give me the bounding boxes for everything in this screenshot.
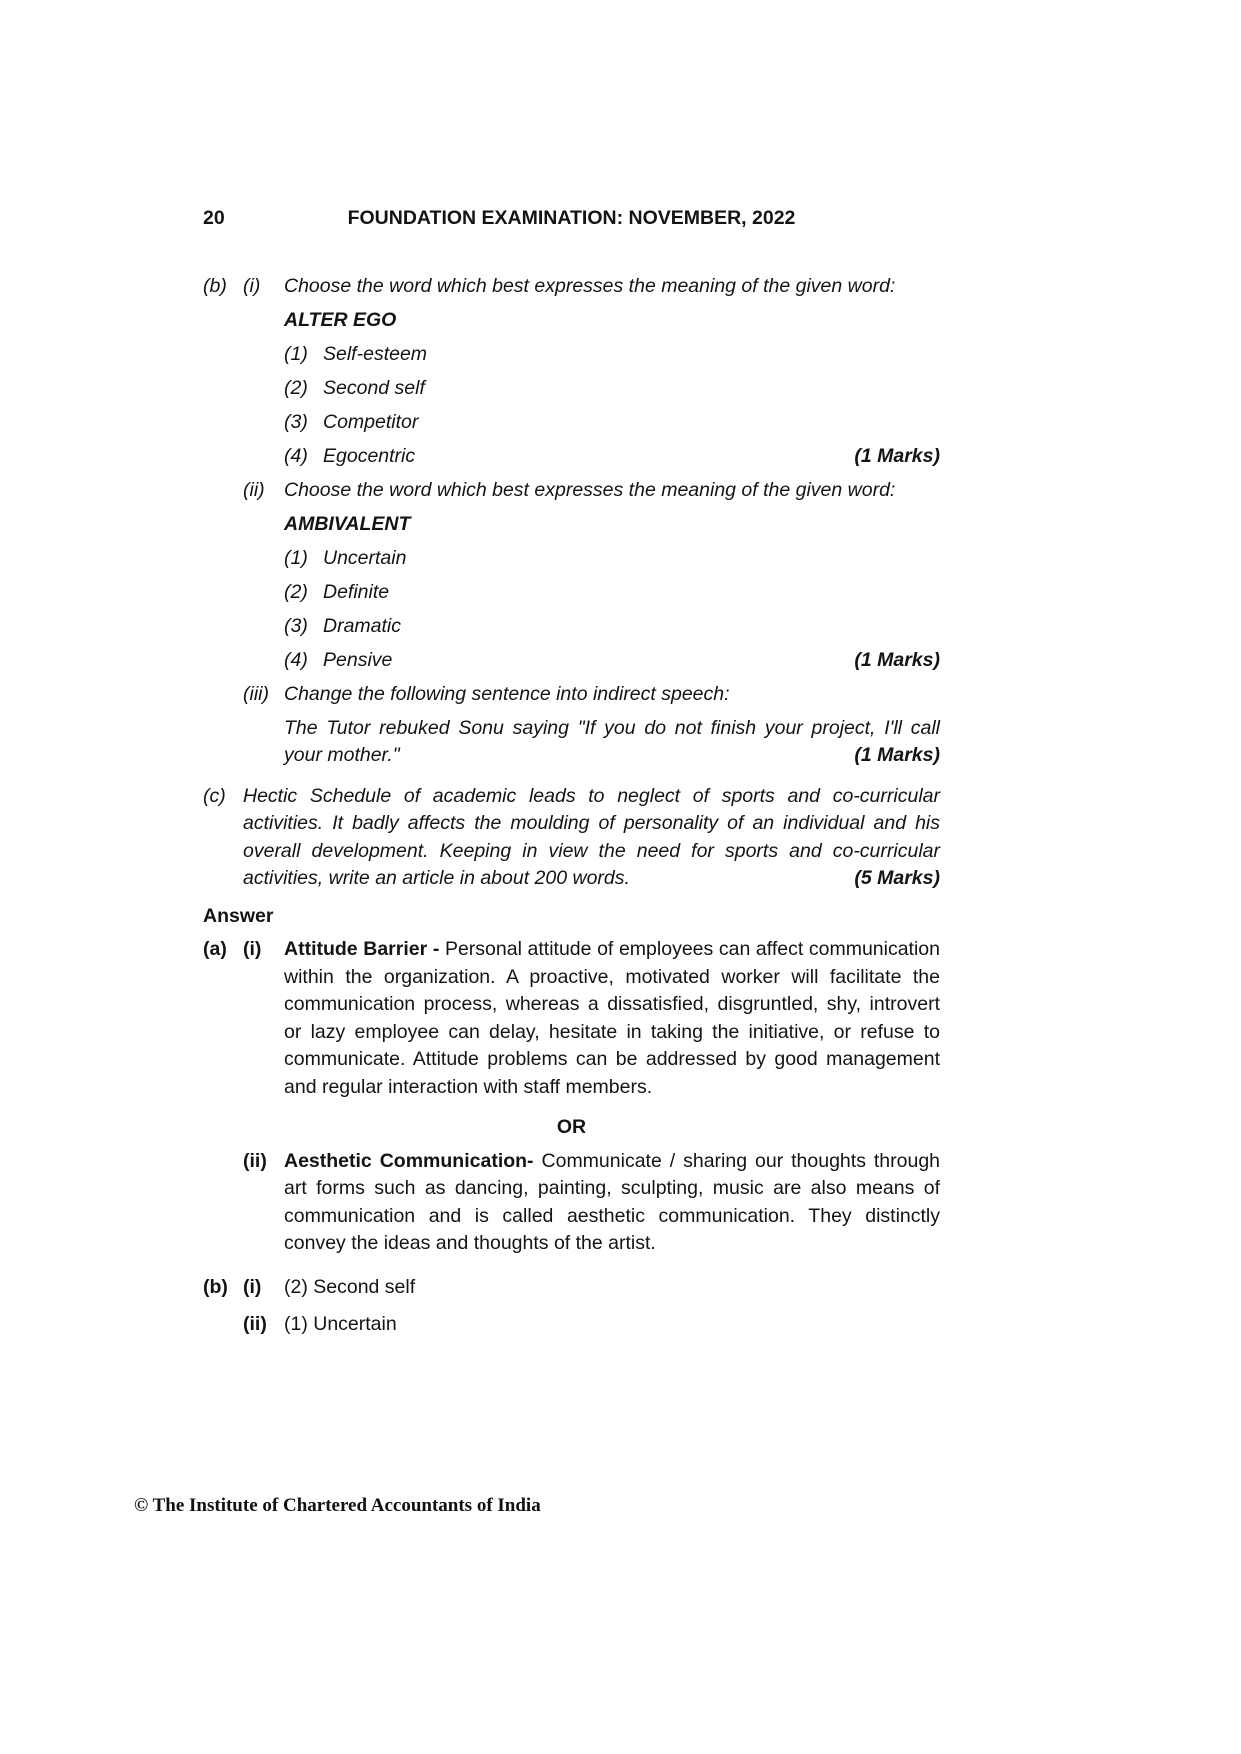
answer-a-i-row xyxy=(203,936,940,1101)
question-c-label: (c) xyxy=(203,784,226,807)
option-text: Uncertain xyxy=(323,546,407,569)
question-b-i-label: (i) xyxy=(243,274,261,297)
answer-heading: Answer xyxy=(203,904,274,927)
answer-a-ii-term: Aesthetic Communication- xyxy=(284,1149,534,1172)
option-number: (3) xyxy=(284,410,308,433)
question-b-label: (b) xyxy=(203,274,227,297)
answer-a-label: (a) xyxy=(203,938,227,960)
page-header xyxy=(203,205,940,233)
option-text: Dramatic xyxy=(323,614,402,637)
question-b-iii-prompt-row xyxy=(203,681,940,709)
option-row xyxy=(284,579,940,607)
answer-b-ii-label: (ii) xyxy=(243,1312,267,1335)
question-c-text-block xyxy=(243,783,940,893)
answer-section xyxy=(203,903,940,1339)
option-row xyxy=(284,341,940,369)
or-separator: OR xyxy=(556,1116,587,1138)
question-b-i-prompt-row xyxy=(203,273,940,301)
answer-a-ii-text-block xyxy=(284,1148,940,1258)
answer-b-ii-row xyxy=(203,1311,940,1339)
vocab-word-ambivalent: AMBIVALENT xyxy=(284,512,411,535)
page-content xyxy=(203,205,940,1348)
page-footer: © The Institute of Chartered Accountants of India xyxy=(134,1495,541,1516)
marks-badge: (1 Marks) xyxy=(854,648,940,671)
option-row xyxy=(284,613,940,641)
question-c-row xyxy=(203,783,940,893)
answer-b-label: (b) xyxy=(203,1275,228,1298)
answer-a-ii-label: (ii) xyxy=(243,1149,267,1172)
question-b-iii-label: (iii) xyxy=(243,682,269,705)
question-b-ii-prompt: Choose the word which best expresses the meaning of the given word: xyxy=(284,478,896,501)
page-header-title: FOUNDATION EXAMINATION: NOVEMBER, 2022 xyxy=(347,207,796,229)
question-c-text: Hectic Schedule of academic leads to neglect of sports and co-curricular activities. It badly affects the moulding of personality of an individual and his overall development. Keeping in view the need for sports and co-curricular activities, write an article in about 200 words. xyxy=(243,784,940,889)
option-text: Egocentric xyxy=(323,444,416,467)
answer-a-i-term: Attitude Barrier - xyxy=(284,938,440,960)
answer-b-i-row xyxy=(203,1274,940,1302)
marks-badge: (5 Marks) xyxy=(844,865,940,893)
answer-a-ii-row xyxy=(203,1148,940,1258)
option-number: (1) xyxy=(284,342,308,365)
marks-badge: (1 Marks) xyxy=(844,742,940,770)
answer-b-i-label: (i) xyxy=(243,1275,262,1298)
question-section xyxy=(203,273,940,893)
option-number: (2) xyxy=(284,580,308,603)
option-text: Definite xyxy=(323,580,390,603)
option-row xyxy=(284,545,940,573)
option-number: (4) xyxy=(284,648,308,671)
option-row xyxy=(284,375,940,403)
option-text: Competitor xyxy=(323,410,419,433)
option-row xyxy=(284,647,940,675)
option-row xyxy=(284,409,940,437)
answer-a-i-text: Personal attitude of employees can affect communication within the organization. A proactive, motivated worker will facilitate the communication process, whereas a dissatisfied, disgruntled, shy, introvert or lazy employee can delay, hesitate in taking the initiative, or refuse to communicate. Attitude problems can be addressed by good management and regular interaction with staff members. xyxy=(284,938,941,1098)
option-number: (1) xyxy=(284,546,308,569)
option-row xyxy=(284,443,940,471)
question-b-iii-prompt: Change the following sentence into indirect speech: xyxy=(284,682,730,705)
option-number: (3) xyxy=(284,614,308,637)
answer-a-i-label: (i) xyxy=(243,938,262,960)
question-b-iii-sentence-block xyxy=(284,715,940,770)
answer-b-i-text: (2) Second self xyxy=(284,1275,416,1298)
option-number: (2) xyxy=(284,376,308,399)
page-number: 20 xyxy=(203,207,225,229)
marks-badge: (1 Marks) xyxy=(854,444,940,467)
option-number: (4) xyxy=(284,444,308,467)
vocab-word-alter-ego: ALTER EGO xyxy=(284,308,397,331)
answer-a-i-text-block xyxy=(284,936,940,1101)
option-text: Self-esteem xyxy=(323,342,428,365)
option-text: Second self xyxy=(323,376,425,399)
question-b-iii-sentence: The Tutor rebuked Sonu saying "If you do not finish your project, I'll call your mother." xyxy=(284,716,940,766)
option-text: Pensive xyxy=(323,648,393,671)
question-b-ii-label: (ii) xyxy=(243,478,265,501)
question-b-ii-prompt-row xyxy=(203,477,940,505)
answer-a-ii-text: Communicate / sharing our thoughts through art forms such as dancing, painting, sculpting, music are also means of communication and is called aesthetic communication. They distinctly convey the ideas and thoughts of the artist. xyxy=(284,1149,941,1254)
answer-b-ii-text: (1) Uncertain xyxy=(284,1312,397,1335)
question-b-i-prompt: Choose the word which best expresses the meaning of the given word: xyxy=(284,274,896,297)
